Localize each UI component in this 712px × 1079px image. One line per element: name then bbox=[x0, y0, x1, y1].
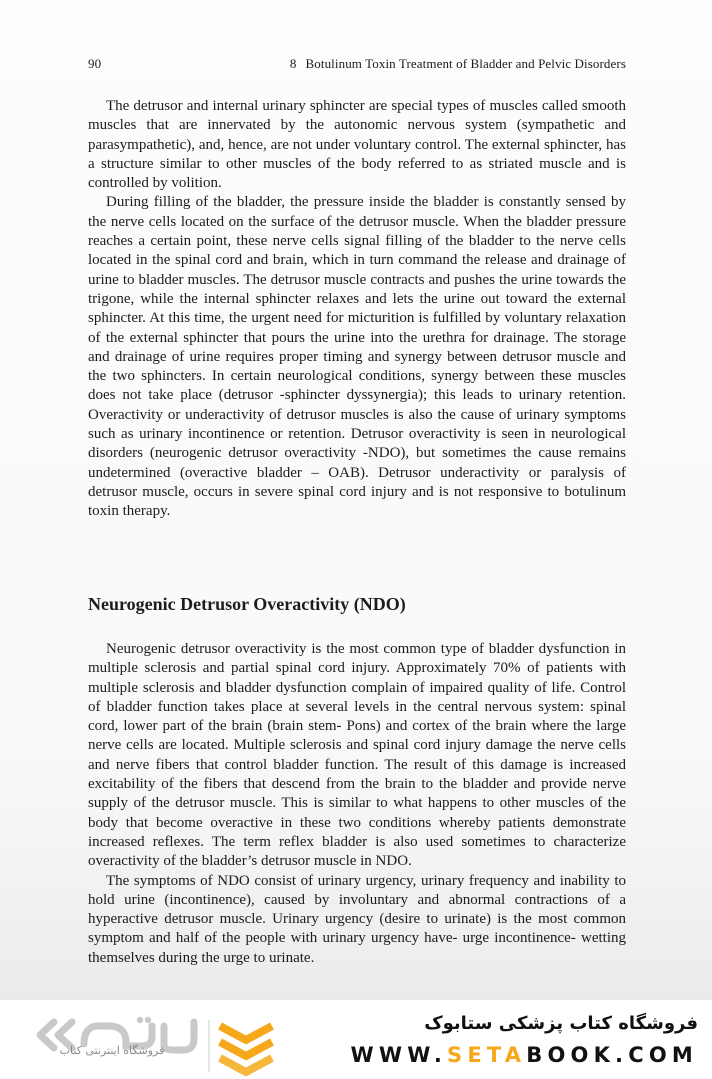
chapter-title: Botulinum Toxin Treatment of Bladder and Pelvic Disorders bbox=[305, 56, 626, 71]
url-prefix: WWW. bbox=[350, 1043, 448, 1067]
intro-text bbox=[88, 97, 626, 522]
url-suffix: BOOK.COM bbox=[526, 1043, 698, 1067]
store-name: فروشگاه کتاب پزشکی ستابوک bbox=[424, 1013, 698, 1034]
paragraph-ndo-overview: Neurogenic detrusor overactivity is the most common type of bladder dysfunction in multiple sclerosis and partial spinal cord injury. Approximately 70% of patients with multiple sclerosis and bladder dysfunction complain of impaired quality of life. Control of bladder function takes place at several levels in the central nervous system: spinal cord, lower part of the brain (brain stem- Pons) and cortex of the brain where the large nerve cells are located. Multiple sclerosis and spinal cord injury damage the nerve cells and nerve fibers that control bladder function. The result of this damage is increased excitability of the fibers that descend from the brain to the bladder and provide nerve supply of the detrusor muscle. This is similar to what happens to other muscles of the body that become overactive in these two conditions whereby patients demonstrate increased reflexes. The term reflex bladder is also used sometimes to characterize overactivity of the bladder’s detrusor muscle in NDO. bbox=[88, 641, 626, 870]
paragraph-bladder-filling: During filling of the bladder, the pressure inside the bladder is constantly sensed by the nerve cells located on the surface of the detrusor muscle. When the bladder pressure reaches a certain point, these nerve cells signal filling of the bladder to the nerve cells located in the spinal cord and brain, which in turn command the release and drainage of urine to bladder muscles. The detrusor muscle contracts and pushes the urine towards the trigone, while the internal sphincter relaxes and lets the urine out toward the external sphincter. At this time, the urgent need for micturition is fulfilled by voluntary relaxation of the external sphincter that pours the urine into the urethra for drainage. The storage and drainage of urine requires proper timing and synergy between detrusor muscle and the two sphincters. In certain neurological conditions, synergy between these muscles does not take place (detrusor -sphincter dyssynergia); this leads to urinary retention. Overactivity or underactivity of detrusor muscles is also the cause of urinary symptoms such as urinary incontinence or retention. Detrusor overactivity is seen in neurological disorders (neurogenic detrusor overactivity -NDO), but sometimes the cause remains undetermined (overactive bladder – OAB). Detrusor underactivity or paralysis of detrusor muscle, occurs in severe spinal cord injury and is not responsive to botulinum toxin therapy. bbox=[88, 194, 626, 520]
section-text bbox=[88, 640, 626, 968]
paragraph-smooth-muscle: The detrusor and internal urinary sphincter are special types of muscles called smooth muscles that are innervated by the autonomic nervous system (sympathetic and parasympathetic), and, hence, are not under voluntary control. The external sphincter, has a structure similar to other muscles of the body referred to as striated muscle and is controlled by volition. bbox=[88, 98, 626, 192]
url-highlight: SETA bbox=[447, 1043, 527, 1067]
logo-book-chevron-icon bbox=[220, 1026, 272, 1072]
paragraph-ndo-symptoms: The symptoms of NDO consist of urinary urgency, urinary frequency and inability to hold urine (incontinence), caused by involuntary and abnormal contractions of a hyperactive detrusor muscle. Urinary urgency (desire to urinate) is the most common symptom and half of the people with urinary urgency have- urge incontinence- wetting themselves during the urge to urinate. bbox=[88, 872, 626, 966]
store-url bbox=[350, 1043, 698, 1067]
running-header bbox=[88, 56, 626, 74]
page-number: 90 bbox=[88, 56, 102, 71]
logo-tagline: فروشگاه اینترنتی کتاب bbox=[59, 1044, 165, 1057]
section-heading: Neurogenic Detrusor Overactivity (NDO) bbox=[88, 594, 406, 614]
chapter-running-title bbox=[290, 56, 626, 72]
chapter-number: 8 bbox=[289, 56, 297, 71]
